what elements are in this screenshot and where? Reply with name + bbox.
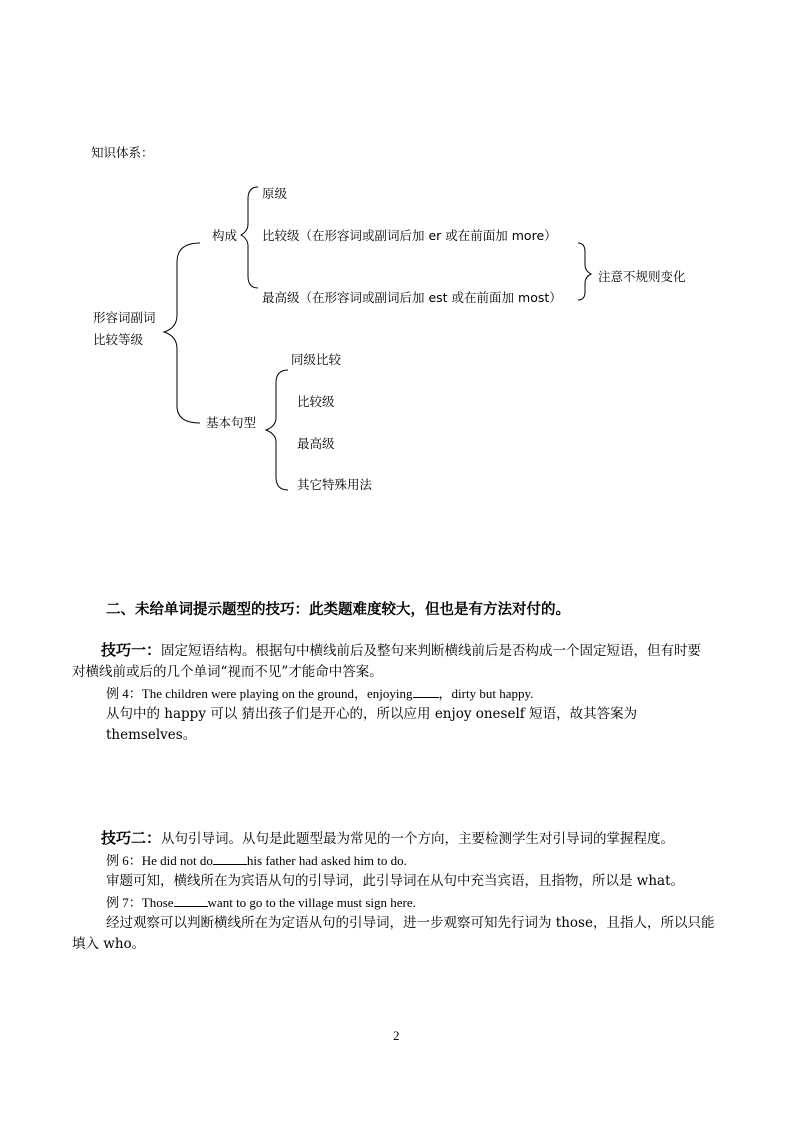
tip-1-text-line1: 固定短语结构。根据句中横线前后及整句来判断横线前后是否构成一个固定短语，但有时要 [161, 643, 702, 659]
composition-item: 比较级（在形容词或副词后加 er 或在前面加 more） [262, 228, 557, 243]
pattern-item: 同级比较 [291, 352, 342, 367]
answer-blank [174, 895, 208, 907]
pattern-item: 比较级 [297, 394, 335, 409]
example-7-text-end: want to go to the village must sign here. [207, 895, 416, 910]
example-6 [72, 850, 724, 871]
tip-1-text-line2: 对横线前或后的几个单词“视而不见”才能命中答案。 [72, 664, 383, 680]
example-7-explanation-line1: 经过观察可以判断横线所在为定语从句的引导词，进一步观察可知先行词为 those，且指人，所以只能 [106, 915, 715, 931]
tip-2-paragraph [72, 828, 724, 955]
composition-brace [241, 187, 258, 288]
root-label-line1: 形容词副词 [93, 310, 156, 325]
example-6-explanation: 审题可知，横线所在为宾语从句的引导词，此引导词在从句中充当宾语，且指物，所以是 what。 [106, 873, 685, 889]
knowledge-system-heading: 知识体系： [91, 145, 154, 160]
tip-1-label: 技巧一： [101, 641, 162, 659]
branch-sentence-patterns: 基本句型 [206, 415, 257, 430]
root-brace [164, 243, 200, 423]
example-4 [72, 683, 724, 704]
note-brace [578, 243, 591, 300]
example-4-text-end: ，dirty but happy. [438, 686, 534, 701]
branch-composition: 构成 [212, 228, 238, 243]
example-7-text: Those [141, 895, 174, 910]
tip-1-paragraph [72, 640, 724, 746]
irregular-note: 注意不规则变化 [598, 269, 686, 284]
section-2-title: 二、未给单词提示题型的技巧：此类题难度较大，但也是有方法对付的。 [106, 601, 570, 618]
example-4-text: The children were playing on the ground，enjoying [141, 686, 413, 701]
root-label-line2: 比较等级 [93, 332, 144, 347]
pattern-item: 其它特殊用法 [297, 477, 373, 492]
answer-blank [213, 853, 247, 865]
example-7-explanation-line2: 填入 who。 [72, 936, 146, 952]
tip-2-label: 技巧二： [101, 829, 162, 847]
pattern-item: 最高级 [297, 436, 335, 451]
example-4-explanation: 从句中的 happy 可以 猜出孩子们是开心的，所以应用 enjoy oneself 短语，故其答案为 themselves。 [106, 706, 638, 743]
diagram-braces [0, 0, 794, 520]
answer-blank [413, 686, 439, 698]
composition-item: 最高级（在形容词或副词后加 est 或在前面加 most） [262, 290, 562, 305]
example-4-label: 例 4： [106, 686, 142, 701]
tip-2-text: 从句引导词。从句是此题型最为常见的一个方向，主要检测学生对引导词的掌握程度。 [161, 831, 675, 847]
example-7 [72, 892, 724, 913]
example-7-label: 例 7： [106, 895, 142, 910]
pattern-brace [266, 370, 288, 490]
example-6-text-end: his father had asked him to do. [246, 853, 407, 868]
page-number: 2 [393, 1028, 400, 1043]
example-6-label: 例 6： [106, 853, 142, 868]
composition-item: 原级 [262, 186, 288, 201]
example-6-text: He did not do [141, 853, 213, 868]
